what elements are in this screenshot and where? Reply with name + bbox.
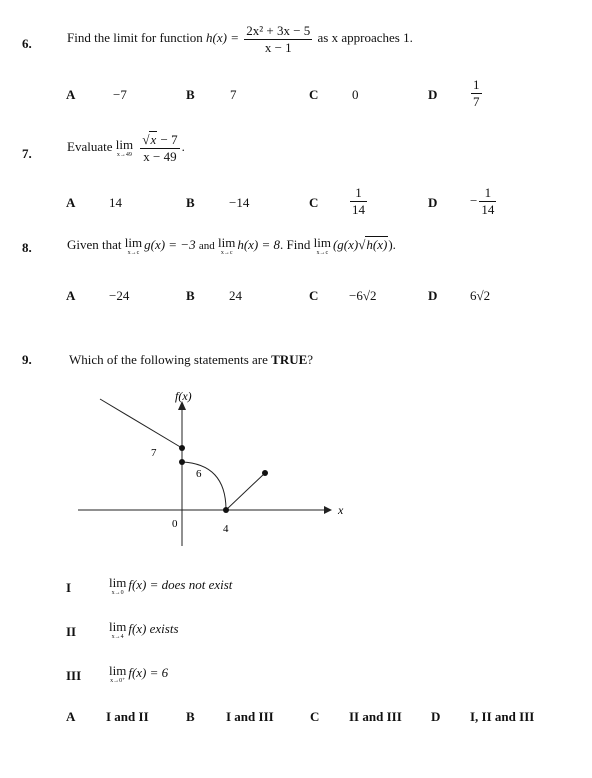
q7-option-d-sign: − — [470, 193, 478, 209]
q8-lim-sub-3: x→c — [316, 250, 329, 256]
q9-label-7: 7 — [151, 447, 157, 459]
q8-lim-sub-2: x→c — [220, 250, 233, 256]
q6-suffix: as x approaches 1. — [317, 30, 413, 46]
q9-s2-sub: x→4 — [111, 634, 124, 640]
q9-option-b-value[interactable]: I and III — [226, 709, 274, 724]
q6-number: 6. — [22, 36, 32, 51]
q7-denominator: x − 49 — [143, 148, 177, 164]
q9-label-0: 0 — [172, 518, 178, 530]
q9-statement-i — [109, 576, 232, 596]
q8-option-a-value[interactable]: −24 — [109, 288, 130, 303]
q9-option-a-value[interactable]: I and II — [106, 709, 149, 724]
q6-option-b-letter[interactable]: B — [186, 87, 195, 102]
q6-option-d-den: 7 — [473, 93, 480, 109]
q6-option-d-letter[interactable]: D — [428, 87, 438, 102]
q9-s3-sub: x→0⁺ — [110, 678, 126, 684]
q6-option-a-letter[interactable]: A — [66, 87, 76, 102]
q6-option-c-letter[interactable]: C — [309, 87, 319, 102]
q8-expr-root: h(x) — [366, 236, 388, 252]
q9-point-end — [262, 470, 268, 476]
q6-option-a-value[interactable]: −7 — [113, 87, 127, 102]
q8-option-c-letter[interactable]: C — [309, 288, 319, 303]
q6-option-b-value[interactable]: 7 — [230, 87, 237, 102]
q8-question: Given that lim x→c g(x) = −3 and lim x→c h(x) = 8. Find lim x→c (g(x)√h(x)). — [67, 235, 396, 256]
q7-option-b-value[interactable]: −14 — [229, 195, 250, 210]
q7-root-var: x — [150, 132, 157, 147]
q8-lim-word-1: lim — [124, 235, 143, 250]
q7-question: Evaluate lim x→49 $\frac{√x - 7}{x - 49}$ . — [67, 132, 185, 164]
q6-option-d-num: 1 — [473, 77, 480, 92]
q9-label-4: 4 — [223, 523, 229, 535]
q9-option-c-value[interactable]: II and III — [349, 709, 402, 724]
q9-prompt: Which of the following statements are — [69, 352, 268, 367]
q8-lim-word-3: lim — [313, 235, 331, 250]
q9-emph: TRUE — [271, 352, 308, 367]
q9-option-c-letter[interactable]: C — [310, 709, 320, 724]
q8-expr-close: ). — [388, 236, 396, 252]
q8-number: 8. — [22, 240, 32, 255]
q9-point-7 — [179, 445, 185, 451]
q8-lim-word-2: lim — [217, 235, 236, 250]
q9-s1-sub: x→0 — [111, 590, 124, 596]
q6-function-name: h(x) = — [206, 30, 239, 46]
q7-option-c-letter[interactable]: C — [309, 195, 319, 210]
q9-statement-ii — [109, 620, 179, 640]
q9-point-6 — [179, 459, 185, 465]
q9-left-line — [100, 399, 182, 448]
q9-statement-iii-numeral: III — [66, 668, 82, 683]
q8-option-b-value[interactable]: 24 — [229, 288, 242, 303]
q7-numerator-rest: − 7 — [157, 132, 178, 147]
q8-expr-open: (g(x) — [332, 236, 359, 252]
q9-option-d-letter[interactable]: D — [431, 709, 441, 724]
q9-right-line — [226, 473, 265, 510]
q9-s1-lim: lim — [109, 575, 127, 590]
q8-option-d-letter[interactable]: D — [428, 288, 438, 303]
q8-option-b-letter[interactable]: B — [186, 288, 195, 303]
q9-option-b-letter[interactable]: B — [186, 709, 195, 724]
q7-option-d-den: 14 — [481, 201, 495, 217]
q7-numerator: √x − 7 — [142, 132, 178, 147]
q8-option-a-letter[interactable]: A — [66, 288, 76, 303]
q9-option-a-letter[interactable]: A — [66, 709, 76, 724]
q6-numerator: 2x² + 3x − 5 — [246, 23, 311, 38]
q8-option-d-value[interactable]: 6√2 — [470, 288, 491, 303]
q7-number: 7. — [22, 146, 32, 161]
q6-prompt: Find the limit for function — [67, 30, 203, 46]
q7-option-c-den: 14 — [352, 201, 365, 217]
q9-statement-iii — [109, 664, 168, 684]
q9-statement-ii-numeral: II — [66, 624, 77, 639]
q8-find: . Find — [280, 236, 311, 252]
q8-given: Given that — [67, 236, 122, 252]
q7-option-d-letter[interactable]: D — [428, 195, 438, 210]
q7-lim-word: lim — [115, 137, 134, 153]
q7-option-c-num: 1 — [350, 186, 367, 202]
q6-option-c-value[interactable]: 0 — [352, 87, 359, 102]
q8-and: and — [198, 239, 215, 252]
q7-prompt: Evaluate — [67, 139, 113, 155]
q9-statement-i-numeral: I — [66, 580, 72, 595]
q7-option-b-letter[interactable]: B — [186, 195, 195, 210]
q7-option-a-letter[interactable]: A — [66, 195, 76, 210]
q8-option-c-value[interactable]: −6√2 — [349, 288, 377, 303]
q9-arc — [182, 462, 226, 510]
q8-g-expr: g(x) = −3 — [144, 236, 196, 252]
q9-point-4 — [223, 507, 229, 513]
q8-lim-sub-1: x→c — [127, 250, 140, 256]
q7-option-a-value[interactable]: 14 — [109, 195, 122, 210]
q9-s2-lim: lim — [109, 619, 127, 634]
q9-y-label: f(x) — [175, 389, 192, 403]
q9-x-label: x — [338, 503, 344, 517]
q7-option-d-num: 1 — [479, 186, 496, 202]
q9-s3-expr: f(x) = 6 — [128, 664, 169, 680]
q9-number: 9. — [22, 352, 32, 367]
q8-h-expr: h(x) = 8 — [237, 236, 281, 252]
q9-s1-expr: f(x) = does not exist — [128, 576, 233, 592]
q9-s2-expr: f(x) exists — [128, 620, 179, 636]
q9-x-arrow-icon — [324, 506, 332, 514]
q9-end: ? — [307, 352, 314, 367]
q6-denominator: x − 1 — [264, 39, 292, 55]
q7-lim-sub: x→49 — [116, 152, 132, 159]
q9-option-d-value[interactable]: I, II and III — [470, 709, 535, 724]
q9-s3-lim: lim — [109, 663, 127, 678]
q9-label-6: 6 — [196, 468, 202, 480]
